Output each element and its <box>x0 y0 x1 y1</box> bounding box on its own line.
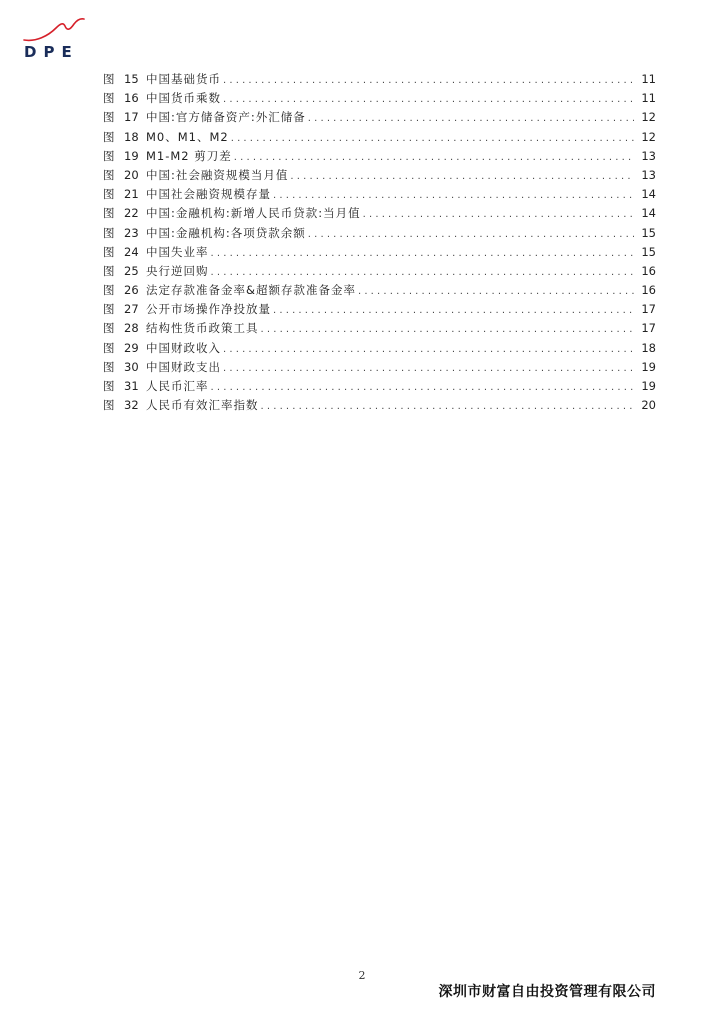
toc-entry[interactable] <box>103 319 656 338</box>
toc-entry-number: 21 <box>124 187 139 202</box>
toc-entry-title: 人民币汇率 <box>146 379 209 393</box>
page-number: 2 <box>358 969 366 982</box>
toc-entry[interactable] <box>103 300 656 319</box>
toc-entry-leader <box>234 148 634 167</box>
toc-entry-number: 32 <box>124 398 139 413</box>
toc-entry-number: 31 <box>124 379 139 393</box>
company-logo <box>22 16 92 62</box>
toc-entry-title: 中国基础货币 <box>146 72 221 86</box>
toc-entry-label: 图 <box>103 263 115 278</box>
toc-entry-leader <box>290 167 634 186</box>
toc-entry-label: 图 <box>103 244 115 259</box>
toc-entry-title: M0、M1、M2 <box>146 129 229 144</box>
toc-entry-number: 16 <box>124 91 139 106</box>
toc-entry-title: 中国:官方储备资产:外汇储备 <box>146 110 306 125</box>
toc-entry-page: 11 <box>641 91 656 106</box>
toc-entry-label: 图 <box>103 321 115 336</box>
toc-entry[interactable] <box>103 204 656 223</box>
toc-entry-leader <box>211 263 635 282</box>
toc-entry-page: 17 <box>641 302 656 317</box>
toc-entry-label: 图 <box>103 72 115 86</box>
toc-entry-number: 28 <box>124 321 139 336</box>
toc-entry[interactable] <box>103 224 656 243</box>
toc-entry-number: 15 <box>124 72 139 86</box>
toc-entry-leader <box>231 129 634 148</box>
toc-entry-label: 图 <box>103 302 115 317</box>
toc-entry-title: 中国失业率 <box>146 244 209 259</box>
toc-entry-page: 12 <box>641 129 656 144</box>
toc-entry-page: 16 <box>641 263 656 278</box>
toc-entry-number: 27 <box>124 302 139 317</box>
toc-entry[interactable] <box>103 147 656 166</box>
toc-entry[interactable] <box>103 243 656 262</box>
toc-entry-number: 29 <box>124 340 139 355</box>
toc-entry-page: 20 <box>641 398 656 413</box>
toc-entry-title: 中国货币乘数 <box>146 91 221 106</box>
toc-entry[interactable] <box>103 185 656 204</box>
toc-entry-page: 19 <box>641 359 656 374</box>
toc-entry[interactable] <box>103 339 656 358</box>
toc-entry-page: 14 <box>641 206 656 221</box>
toc-entry-page: 13 <box>641 148 656 163</box>
toc-entry-page: 19 <box>641 379 656 393</box>
toc-entry-label: 图 <box>103 110 115 125</box>
toc-entry-title: 中国财政支出 <box>146 359 221 374</box>
toc-entry-number: 19 <box>124 148 139 163</box>
toc-entry-label: 图 <box>103 398 115 413</box>
toc-entry[interactable] <box>103 377 656 396</box>
toc-entry-leader <box>223 340 634 359</box>
toc-entry[interactable] <box>103 128 656 147</box>
toc-entry-title: 结构性货币政策工具 <box>146 321 259 336</box>
toc-entry-leader <box>223 90 634 109</box>
toc-entry-label: 图 <box>103 91 115 106</box>
toc-entry-label: 图 <box>103 187 115 202</box>
toc-entry-title: 中国财政收入 <box>146 340 221 355</box>
company-name: 深圳市财富自由投资管理有限公司 <box>438 984 656 1000</box>
toc-entry-leader <box>223 359 634 378</box>
figure-table-of-contents <box>103 70 656 415</box>
logo-swoosh-icon <box>22 16 92 46</box>
toc-entry-leader <box>358 282 634 301</box>
toc-entry-number: 26 <box>124 283 139 298</box>
toc-entry-number: 20 <box>124 167 139 182</box>
toc-entry-label: 图 <box>103 148 115 163</box>
toc-entry-page: 11 <box>641 72 656 86</box>
toc-entry-label: 图 <box>103 129 115 144</box>
toc-entry-number: 30 <box>124 359 139 374</box>
toc-entry-leader <box>261 397 635 416</box>
toc-entry-number: 18 <box>124 129 139 144</box>
toc-entry-label: 图 <box>103 225 115 240</box>
toc-entry-title: 中国社会融资规模存量 <box>146 187 271 202</box>
toc-entry-label: 图 <box>103 340 115 355</box>
toc-entry[interactable] <box>103 281 656 300</box>
toc-entry[interactable] <box>103 166 656 185</box>
toc-entry[interactable] <box>103 70 656 89</box>
toc-entry-title: 人民币有效汇率指数 <box>146 398 259 413</box>
toc-entry-leader <box>273 186 634 205</box>
toc-entry[interactable] <box>103 108 656 127</box>
toc-entry-page: 14 <box>641 187 656 202</box>
toc-entry-leader <box>273 301 634 320</box>
toc-entry-number: 23 <box>124 225 139 240</box>
toc-entry-leader <box>211 378 635 397</box>
toc-entry-title: 公开市场操作净投放量 <box>146 302 271 317</box>
toc-entry-number: 24 <box>124 244 139 259</box>
toc-entry[interactable] <box>103 358 656 377</box>
toc-entry-title: 法定存款准备金率&超额存款准备金率 <box>146 283 356 298</box>
toc-entry-page: 16 <box>641 283 656 298</box>
toc-entry-label: 图 <box>103 206 115 221</box>
toc-entry-title: 央行逆回购 <box>146 263 209 278</box>
toc-entry[interactable] <box>103 89 656 108</box>
toc-entry-page: 15 <box>641 225 656 240</box>
toc-entry-leader <box>308 225 634 244</box>
logo-text: DPE <box>24 43 79 61</box>
toc-entry-label: 图 <box>103 379 115 393</box>
toc-entry-leader <box>223 71 634 90</box>
toc-entry-number: 25 <box>124 263 139 278</box>
toc-entry-leader <box>308 109 634 128</box>
toc-entry-title: 中国:社会融资规模当月值 <box>146 167 289 182</box>
toc-entry-title: 中国:金融机构:新增人民币贷款:当月值 <box>146 206 361 221</box>
toc-entry-title: M1-M2 剪刀差 <box>146 148 232 163</box>
toc-entry-label: 图 <box>103 167 115 182</box>
toc-entry-label: 图 <box>103 283 115 298</box>
toc-entry[interactable] <box>103 396 656 415</box>
toc-entry-leader <box>261 320 635 339</box>
toc-entry[interactable] <box>103 262 656 281</box>
toc-entry-page: 18 <box>641 340 656 355</box>
toc-entry-page: 12 <box>641 110 656 125</box>
toc-entry-page: 13 <box>641 167 656 182</box>
toc-entry-title: 中国:金融机构:各项贷款余额 <box>146 225 306 240</box>
toc-entry-page: 15 <box>641 244 656 259</box>
toc-entry-leader <box>363 205 634 224</box>
toc-entry-number: 17 <box>124 110 139 125</box>
toc-entry-number: 22 <box>124 206 139 221</box>
toc-entry-label: 图 <box>103 359 115 374</box>
toc-entry-page: 17 <box>641 321 656 336</box>
toc-entry-leader <box>211 244 635 263</box>
